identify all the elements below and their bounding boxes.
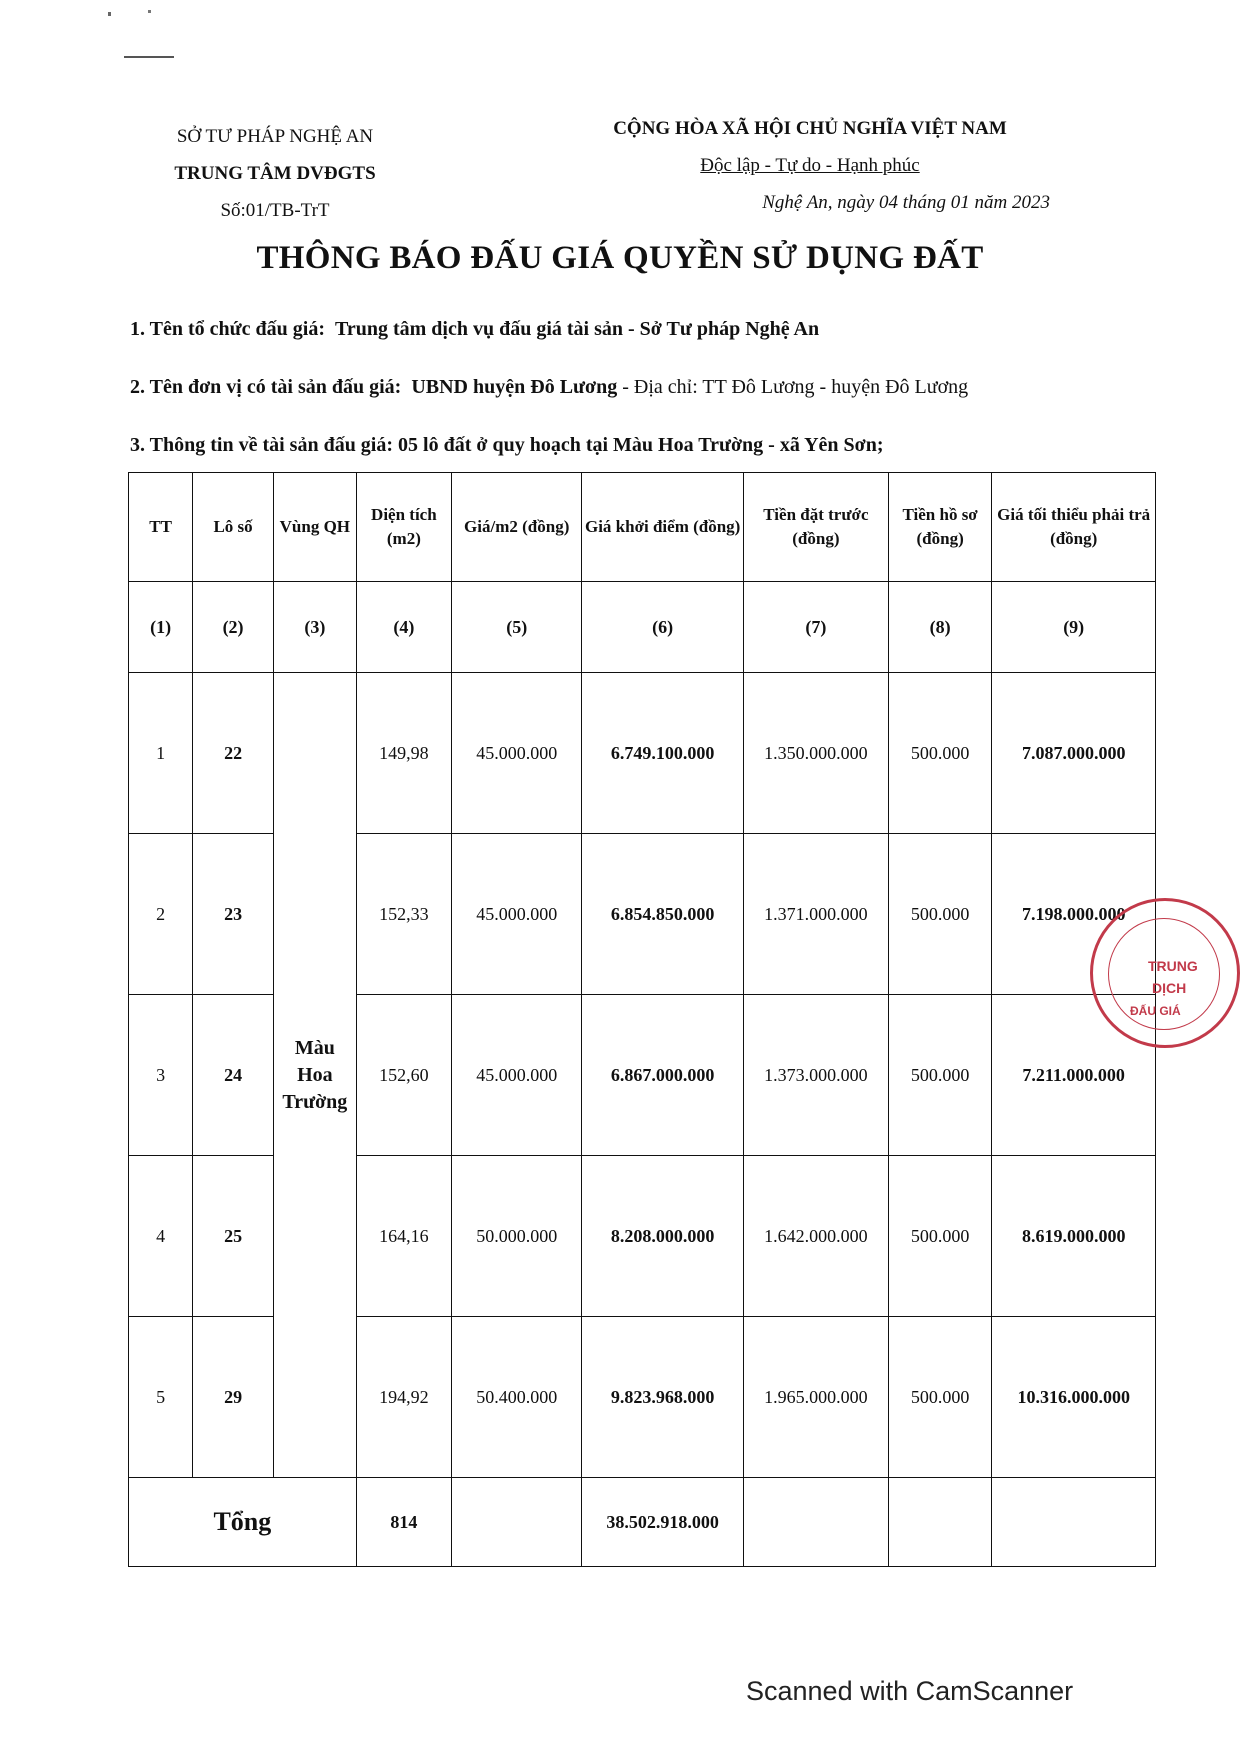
column-header: TT <box>129 473 193 582</box>
cell-min-price: 8.619.000.000 <box>992 1156 1156 1317</box>
column-index: (4) <box>356 582 451 673</box>
cell-min-price: 7.198.000.000 <box>992 834 1156 995</box>
column-header: Tiền đặt trước (đồng) <box>743 473 888 582</box>
total-empty <box>451 1478 581 1567</box>
cell-area: 164,16 <box>356 1156 451 1317</box>
table-header-row <box>129 473 1156 582</box>
cell-start-price: 8.208.000.000 <box>582 1156 744 1317</box>
cell-price-m2: 45.000.000 <box>451 834 581 995</box>
cell-lot: 29 <box>193 1317 274 1478</box>
info-item-3 <box>130 434 884 457</box>
info-label: 2. Tên đơn vị có tài sản đấu giá: <box>130 376 402 398</box>
cell-deposit: 1.965.000.000 <box>743 1317 888 1478</box>
cell-deposit: 1.371.000.000 <box>743 834 888 995</box>
info-value: UBND huyện Đô Lương <box>411 376 618 398</box>
scan-mark <box>108 12 111 16</box>
cell-tt: 3 <box>129 995 193 1156</box>
cell-deposit: 1.373.000.000 <box>743 995 888 1156</box>
seal-text: DỊCH <box>1152 980 1187 996</box>
cell-fee: 500.000 <box>888 995 992 1156</box>
cell-price-m2: 45.000.000 <box>451 673 581 834</box>
column-index: (2) <box>193 582 274 673</box>
cell-price-m2: 50.400.000 <box>451 1317 581 1478</box>
cell-start-price: 6.867.000.000 <box>582 995 744 1156</box>
info-value: Trung tâm dịch vụ đấu giá tài sản - Sở Tư pháp Nghệ An <box>334 318 820 340</box>
column-header: Vùng QH <box>273 473 356 582</box>
total-area: 814 <box>356 1478 451 1567</box>
column-index: (9) <box>992 582 1156 673</box>
column-index: (3) <box>273 582 356 673</box>
table-row <box>129 673 1156 834</box>
info-item-2 <box>130 376 968 399</box>
column-index-row <box>129 582 1156 673</box>
total-empty <box>992 1478 1156 1567</box>
column-index: (7) <box>743 582 888 673</box>
info-value: 05 lô đất ở quy hoạch tại Màu Hoa Trường - xã Yên Sơn; <box>398 434 884 456</box>
scan-mark <box>124 56 174 58</box>
column-index: (5) <box>451 582 581 673</box>
document-title: THÔNG BÁO ĐẤU GIÁ QUYỀN SỬ DỤNG ĐẤT <box>256 240 984 276</box>
cell-price-m2: 45.000.000 <box>451 995 581 1156</box>
agency-name: SỞ TƯ PHÁP NGHỆ AN <box>176 126 374 147</box>
cell-lot: 25 <box>193 1156 274 1317</box>
info-label: 1. Tên tổ chức đấu giá: <box>130 318 325 340</box>
column-header: Diện tích (m2) <box>356 473 451 582</box>
column-header: Tiền hồ sơ (đồng) <box>888 473 992 582</box>
cell-lot: 22 <box>193 673 274 834</box>
cell-area: 152,60 <box>356 995 451 1156</box>
cell-start-price: 9.823.968.000 <box>582 1317 744 1478</box>
cell-lot: 23 <box>193 834 274 995</box>
column-header: Lô số <box>193 473 274 582</box>
info-item-1 <box>130 318 819 341</box>
scanner-watermark: Scanned with CamScanner <box>746 1676 1074 1706</box>
cell-min-price: 7.087.000.000 <box>992 673 1156 834</box>
national-motto: Độc lập - Tự do - Hạnh phúc <box>700 155 920 176</box>
cell-area: 149,98 <box>356 673 451 834</box>
document-number: Số:01/TB-TrT <box>220 200 330 221</box>
cell-min-price: 7.211.000.000 <box>992 995 1156 1156</box>
cell-fee: 500.000 <box>888 1317 992 1478</box>
cell-start-price: 6.749.100.000 <box>582 673 744 834</box>
total-start-price: 38.502.918.000 <box>582 1478 744 1567</box>
center-name: TRUNG TÂM DVĐGTS <box>174 163 376 184</box>
national-title: CỘNG HÒA XÃ HỘI CHỦ NGHĨA VIỆT NAM <box>613 118 1007 139</box>
column-index: (8) <box>888 582 992 673</box>
column-header: Giá/m2 (đồng) <box>451 473 581 582</box>
cell-deposit: 1.642.000.000 <box>743 1156 888 1317</box>
column-header: Giá khởi điểm (đồng) <box>582 473 744 582</box>
cell-lot: 24 <box>193 995 274 1156</box>
info-label: 3. Thông tin về tài sản đấu giá: <box>130 434 394 456</box>
total-label: Tổng <box>129 1478 357 1567</box>
total-empty <box>743 1478 888 1567</box>
cell-tt: 1 <box>129 673 193 834</box>
cell-fee: 500.000 <box>888 673 992 834</box>
table-total-row <box>129 1478 1156 1567</box>
document-date: Nghệ An, ngày 04 tháng 01 năm 2023 <box>762 192 1050 213</box>
cell-fee: 500.000 <box>888 1156 992 1317</box>
asset-table <box>128 472 1156 1567</box>
scan-mark <box>148 10 151 13</box>
header-left <box>130 118 420 229</box>
cell-tt: 4 <box>129 1156 193 1317</box>
info-value: - Địa chỉ: TT Đô Lương - huyện Đô Lương <box>617 376 969 398</box>
cell-fee: 500.000 <box>888 834 992 995</box>
cell-tt: 5 <box>129 1317 193 1478</box>
seal-text: ĐẤU GIÁ <box>1130 1004 1181 1018</box>
cell-deposit: 1.350.000.000 <box>743 673 888 834</box>
cell-area: 152,33 <box>356 834 451 995</box>
header-right <box>560 110 1060 221</box>
cell-area: 194,92 <box>356 1317 451 1478</box>
cell-tt: 2 <box>129 834 193 995</box>
cell-zone: Màu Hoa Trường <box>273 673 356 1478</box>
column-index: (1) <box>129 582 193 673</box>
cell-price-m2: 50.000.000 <box>451 1156 581 1317</box>
total-empty <box>888 1478 992 1567</box>
cell-start-price: 6.854.850.000 <box>582 834 744 995</box>
cell-min-price: 10.316.000.000 <box>992 1317 1156 1478</box>
seal-text: TRUNG <box>1148 958 1198 974</box>
column-index: (6) <box>582 582 744 673</box>
column-header: Giá tối thiểu phải trả (đồng) <box>992 473 1156 582</box>
